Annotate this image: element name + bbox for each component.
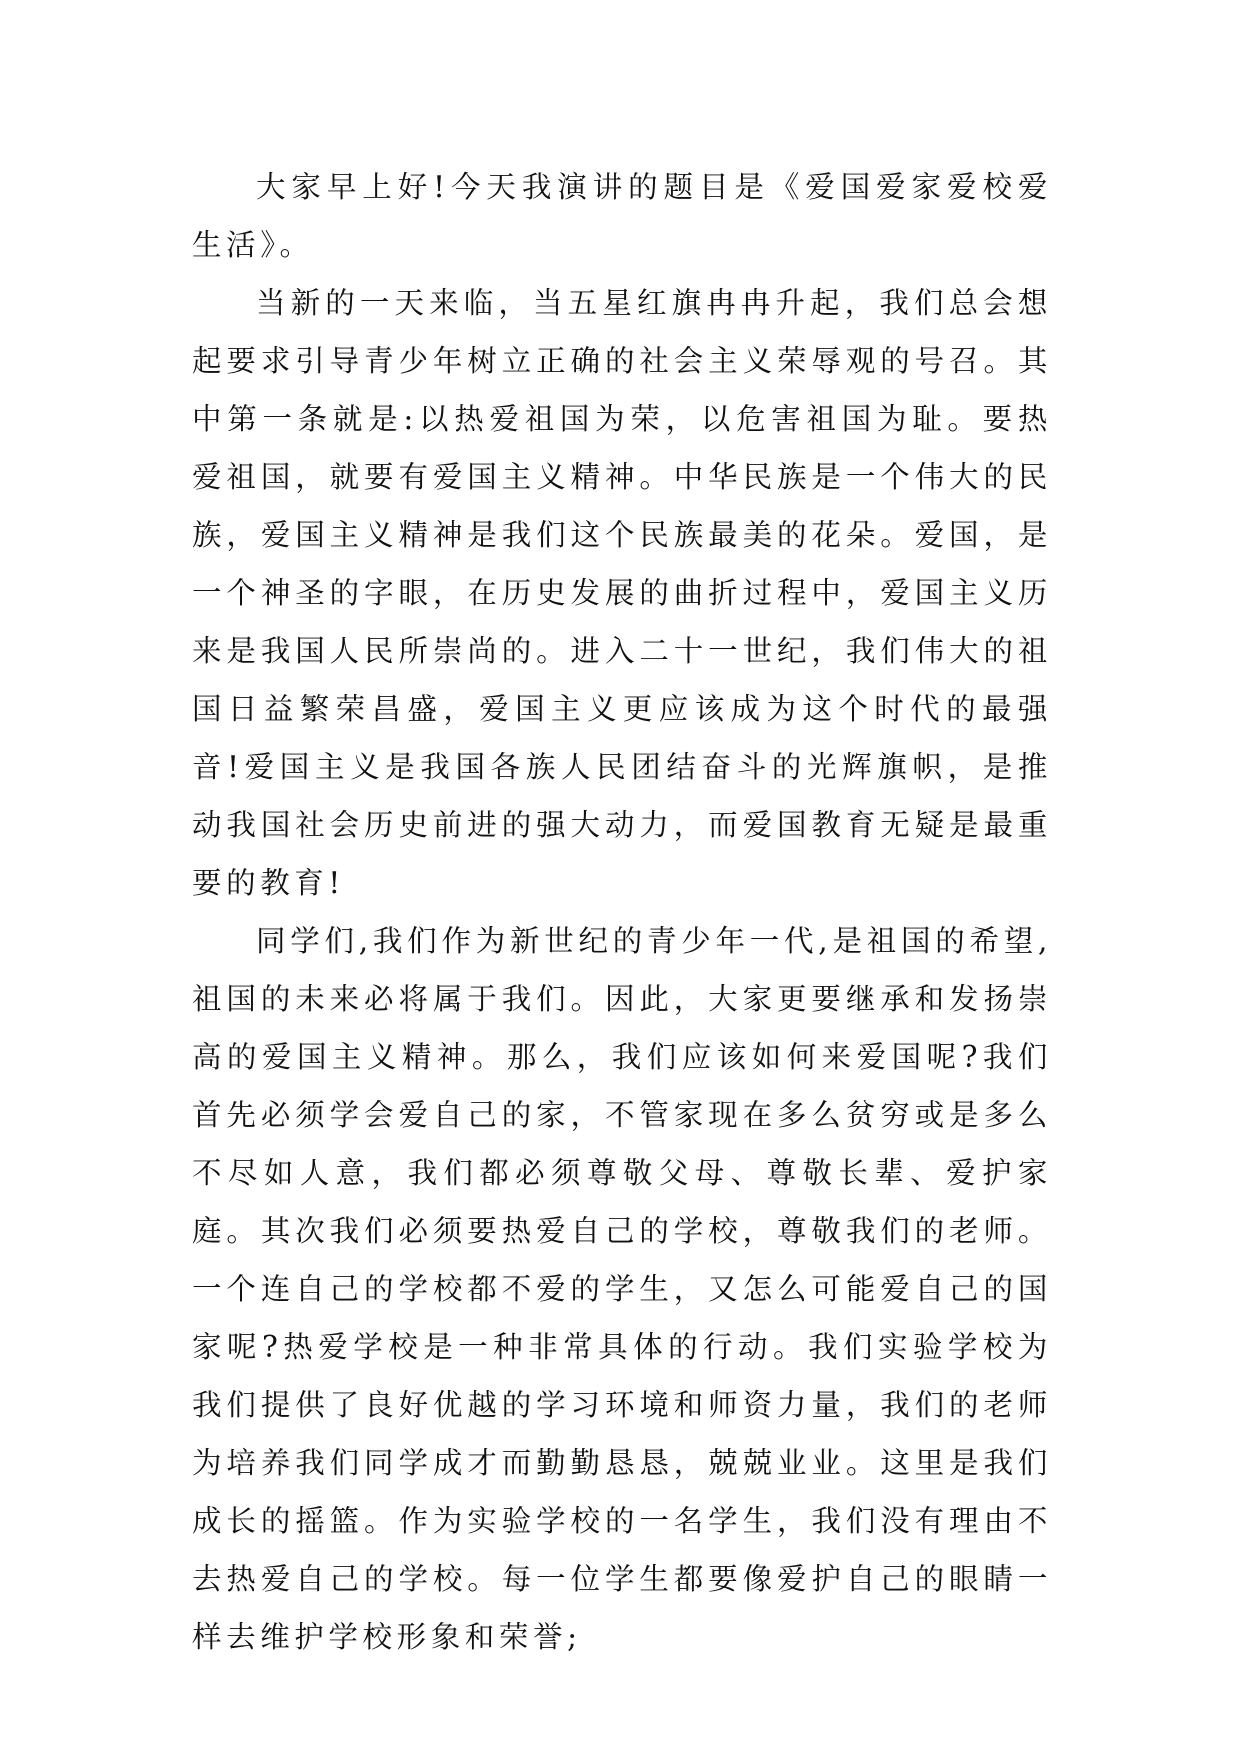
paragraph-1: 大家早上好!今天我演讲的题目是《爱国爱家爱校爱生活》。: [192, 170, 1052, 262]
paragraph-3: 同学们,我们作为新世纪的青少年一代,是祖国的希望,祖国的未来必将属于我们。因此，大家更要继承和发扬崇高的爱国主义精神。那么，我们应该如何来爱国呢?我们首先必须学会爱自己的家，不管家现在多么贫穷或是多么不尽如人意，我们都必须尊敬父母、尊敬长辈、爱护家庭。其次我们必须要热爱自己的学校，尊敬我们的老师。一个连自己的学校都不爱的学生，又怎么可能爱自己的国家呢?热爱学校是一种非常具体的行动。我们实验学校为我们提供了良好优越的学习环境和师资力量，我们的老师为培养我们同学成才而勤勤恳恳，兢兢业业。这里是我们成长的摇篮。作为实验学校的一名学生，我们没有理由不去热爱自己的学校。每一位学生都要像爱护自己的眼睛一样去维护学校形象和荣誉;: [192, 924, 1052, 1654]
document-body: [192, 158, 1052, 1666]
paragraph-2: 当新的一天来临，当五星红旗冉冉升起，我们总会想起要求引导青少年树立正确的社会主义荣辱观的号召。其中第一条就是:以热爱祖国为荣，以危害祖国为耻。要热爱祖国，就要有爱国主义精神。中华民族是一个伟大的民族，爱国主义精神是我们这个民族最美的花朵。爱国，是一个神圣的字眼，在历史发展的曲折过程中，爱国主义历来是我国人民所崇尚的。进入二十一世纪，我们伟大的祖国日益繁荣昌盛，爱国主义更应该成为这个时代的最强音!爱国主义是我国各族人民团结奋斗的光辉旗帜，是推动我国社会历史前进的强大动力，而爱国教育无疑是最重要的教育!: [192, 286, 1052, 900]
